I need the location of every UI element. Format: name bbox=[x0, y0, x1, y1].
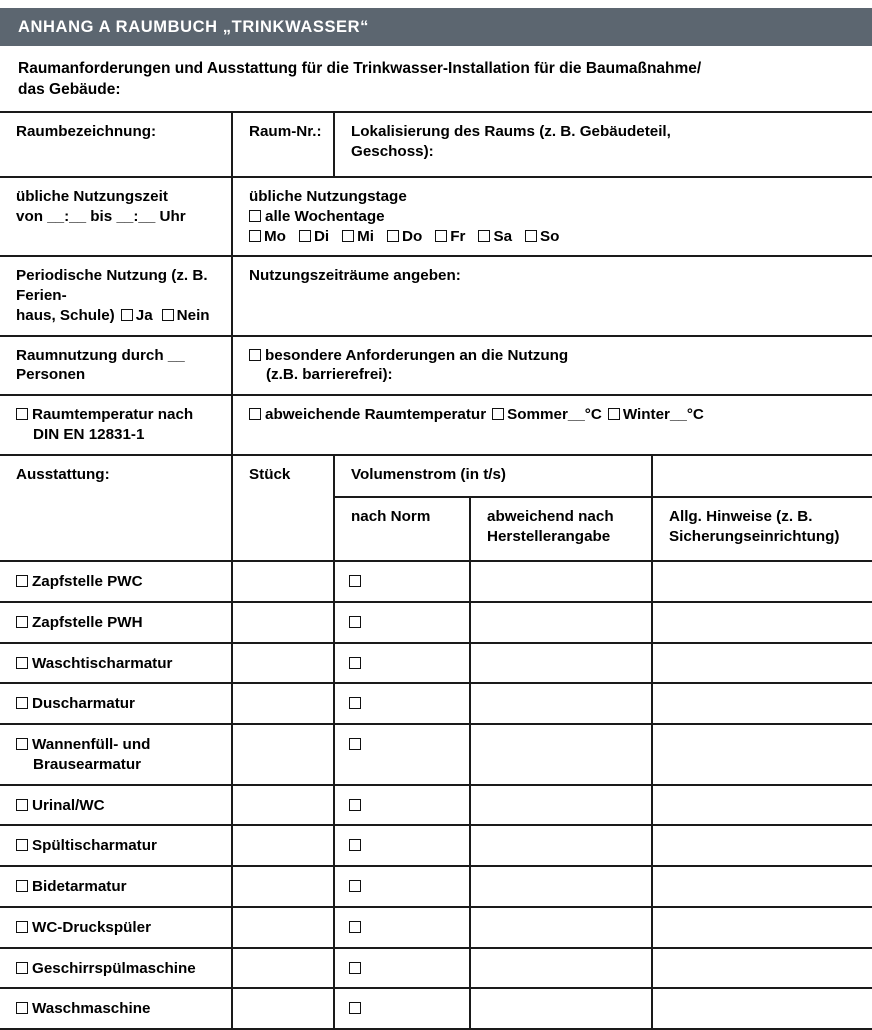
weekday-option-mo[interactable] bbox=[249, 227, 286, 247]
by-norm-cell[interactable] bbox=[334, 907, 470, 948]
periodic-yes-label: Ja bbox=[135, 306, 153, 324]
intro-line-1: Raumanforderungen und Ausstattung für die Trinkwasser-Installation für die Baumaßnahme/ bbox=[18, 60, 702, 77]
table-row-periodic-usage bbox=[0, 256, 872, 335]
pieces-input-cell[interactable] bbox=[232, 907, 334, 948]
checkbox-icon-by-norm[interactable] bbox=[349, 738, 361, 750]
special-req-line-1: besondere Anforderungen an die Nutzung bbox=[265, 346, 569, 364]
winter-option[interactable] bbox=[608, 405, 704, 425]
deviating-value-cell[interactable] bbox=[470, 561, 652, 602]
localisation-line-1: Lokalisierung des Raums (z. B. Gebäudeteil, bbox=[351, 123, 671, 141]
usage-time-line-2: von __:__ bis __:__ Uhr bbox=[16, 207, 186, 225]
checkbox-icon-by-norm[interactable] bbox=[349, 616, 361, 628]
weekday-label-sa: Sa bbox=[493, 227, 513, 245]
deviating-line-1: abweichend nach bbox=[487, 508, 614, 526]
cell-usage-time bbox=[0, 177, 232, 256]
checkbox-icon-room-temperature[interactable] bbox=[16, 408, 28, 420]
periodic-option-no[interactable] bbox=[162, 306, 210, 326]
by-norm-cell[interactable] bbox=[334, 602, 470, 643]
deviating-line-2: Herstellerangabe bbox=[487, 527, 611, 545]
periodic-option-yes[interactable] bbox=[121, 306, 153, 326]
notes-cell[interactable] bbox=[652, 724, 872, 785]
notes-line-2: Sicherungseinrichtung) bbox=[669, 527, 840, 545]
notes-cell[interactable] bbox=[652, 643, 872, 684]
table-row bbox=[0, 866, 872, 907]
checkbox-icon-by-norm[interactable] bbox=[349, 575, 361, 587]
checkbox-icon-equipment[interactable] bbox=[16, 799, 28, 811]
periodic-line-2 bbox=[16, 306, 221, 326]
checkbox-icon-mo[interactable] bbox=[249, 230, 261, 242]
equipment-name-cell[interactable] bbox=[0, 602, 232, 643]
table-row-occupancy bbox=[0, 336, 872, 396]
notes-cell[interactable] bbox=[652, 561, 872, 602]
checkbox-icon-equipment[interactable] bbox=[16, 738, 28, 750]
table-row bbox=[0, 988, 872, 1029]
document-title-bar bbox=[0, 8, 872, 46]
room-label-text: Raumbezeichnung: bbox=[16, 123, 157, 141]
checkbox-icon-do[interactable] bbox=[387, 230, 399, 242]
weekday-label-mi: Mi bbox=[357, 227, 374, 245]
checkbox-icon-sa[interactable] bbox=[478, 230, 490, 242]
room-temp-line-2: DIN EN 12831-1 bbox=[33, 425, 145, 443]
by-norm-cell[interactable] bbox=[334, 785, 470, 826]
cell-periodic-usage bbox=[0, 256, 232, 335]
equipment-name-cell[interactable] bbox=[0, 825, 232, 866]
checkbox-icon-by-norm[interactable] bbox=[349, 657, 361, 669]
cell-notes-group-header-empty bbox=[652, 455, 872, 497]
checkbox-icon-equipment[interactable] bbox=[16, 1002, 28, 1014]
weekday-checkbox-list bbox=[249, 227, 862, 247]
table-row-room-temperature bbox=[0, 395, 872, 455]
table-row-room-identification bbox=[0, 112, 872, 177]
room-number-label-text: Raum-Nr.: bbox=[249, 123, 322, 141]
by-norm-cell[interactable] bbox=[334, 561, 470, 602]
equipment-name-cell[interactable] bbox=[0, 561, 232, 602]
usage-days-all-row[interactable] bbox=[249, 207, 862, 227]
checkbox-icon-by-norm[interactable] bbox=[349, 799, 361, 811]
checkbox-icon-equipment[interactable] bbox=[16, 839, 28, 851]
by-norm-cell[interactable] bbox=[334, 724, 470, 785]
occupancy-label: Raumnutzung durch __ Personen bbox=[16, 346, 185, 384]
page-title: ANHANG A RAUMBUCH „TRINKWASSER“ bbox=[18, 17, 370, 36]
cell-localisation bbox=[334, 112, 872, 177]
notes-cell[interactable] bbox=[652, 785, 872, 826]
weekday-option-do[interactable] bbox=[387, 227, 422, 247]
cell-room-label bbox=[0, 112, 232, 177]
table-row bbox=[0, 561, 872, 602]
table-row-equipment-header-top bbox=[0, 455, 872, 497]
checkbox-icon-equipment[interactable] bbox=[16, 880, 28, 892]
cell-usage-periods bbox=[232, 256, 872, 335]
weekday-label-mo: Mo bbox=[264, 227, 286, 245]
equipment-column-label: Ausstattung: bbox=[16, 466, 110, 484]
table-row bbox=[0, 785, 872, 826]
checkbox-icon-all-weekdays[interactable] bbox=[249, 210, 261, 222]
table-row bbox=[0, 643, 872, 684]
table-row bbox=[0, 602, 872, 643]
pieces-input-cell[interactable] bbox=[232, 643, 334, 684]
deviating-temp-label: abweichende Raumtemperatur bbox=[265, 406, 487, 424]
equipment-label: Urinal/WC bbox=[32, 796, 105, 814]
pieces-input-cell[interactable] bbox=[232, 948, 334, 989]
usage-periods-label: Nutzungszeiträume angeben: bbox=[249, 267, 461, 285]
usage-time-line-1: übliche Nutzungszeit bbox=[16, 188, 168, 206]
notes-cell[interactable] bbox=[652, 988, 872, 1029]
cell-occupancy bbox=[0, 336, 232, 396]
cell-notes-header bbox=[652, 497, 872, 561]
equipment-label: WC-Druckspüler bbox=[32, 918, 151, 936]
notes-cell[interactable] bbox=[652, 866, 872, 907]
cell-deviating-temperature bbox=[232, 395, 872, 455]
by-norm-cell[interactable] bbox=[334, 683, 470, 724]
by-norm-label: nach Norm bbox=[351, 508, 431, 526]
deviating-value-cell[interactable] bbox=[470, 643, 652, 684]
deviating-value-cell[interactable] bbox=[470, 948, 652, 989]
notes-line-1: Allg. Hinweise (z. B. bbox=[669, 508, 813, 526]
equipment-name-cell[interactable] bbox=[0, 948, 232, 989]
cell-special-requirements bbox=[232, 336, 872, 396]
deviating-value-cell[interactable] bbox=[470, 866, 652, 907]
checkbox-icon-mi[interactable] bbox=[342, 230, 354, 242]
equipment-label: Waschmaschine bbox=[32, 1000, 151, 1018]
flow-group-label: Volumenstrom (in t/s) bbox=[351, 466, 506, 484]
checkbox-icon-by-norm[interactable] bbox=[349, 921, 361, 933]
weekday-option-di[interactable] bbox=[299, 227, 329, 247]
equipment-label: Geschirrspülmaschine bbox=[32, 959, 196, 977]
pieces-input-cell[interactable] bbox=[232, 724, 334, 785]
weekday-option-sa[interactable] bbox=[478, 227, 512, 247]
deviating-value-cell[interactable] bbox=[470, 724, 652, 785]
checkbox-icon-periodic-no[interactable] bbox=[162, 309, 174, 321]
equipment-label: Bidetarmatur bbox=[32, 878, 127, 896]
table-row-usage-time bbox=[0, 177, 872, 256]
periodic-no-label: Nein bbox=[176, 306, 210, 324]
pieces-input-cell[interactable] bbox=[232, 988, 334, 1029]
deviating-value-cell[interactable] bbox=[470, 907, 652, 948]
notes-cell[interactable] bbox=[652, 683, 872, 724]
cell-flow-group-header bbox=[334, 455, 652, 497]
cell-equipment-column-header bbox=[0, 455, 232, 561]
pieces-input-cell[interactable] bbox=[232, 785, 334, 826]
weekday-option-so[interactable] bbox=[525, 227, 559, 247]
by-norm-cell[interactable] bbox=[334, 866, 470, 907]
equipment-name-cell[interactable] bbox=[0, 988, 232, 1029]
equipment-name-cell[interactable] bbox=[0, 907, 232, 948]
intro-line-2: das Gebäude: bbox=[18, 80, 121, 98]
winter-label: Winter__°C bbox=[622, 406, 704, 424]
usage-days-all-label: alle Wochentage bbox=[265, 207, 385, 225]
checkbox-icon-equipment[interactable] bbox=[16, 962, 28, 974]
table-row bbox=[0, 948, 872, 989]
table-row bbox=[0, 683, 872, 724]
equipment-label: Wannenfüll- und bbox=[32, 736, 151, 754]
equipment-name-cell[interactable] bbox=[0, 724, 232, 785]
weekday-option-fr[interactable] bbox=[435, 227, 465, 247]
deviating-value-cell[interactable] bbox=[470, 785, 652, 826]
checkbox-icon-by-norm[interactable] bbox=[349, 1002, 361, 1014]
intro-paragraph bbox=[0, 46, 872, 111]
raumbuch-table bbox=[0, 111, 872, 1030]
summer-option[interactable] bbox=[492, 405, 602, 425]
equipment-name-cell[interactable] bbox=[0, 785, 232, 826]
checkbox-icon-special-requirements[interactable] bbox=[249, 349, 261, 361]
equipment-name-cell[interactable] bbox=[0, 683, 232, 724]
deviating-value-cell[interactable] bbox=[470, 602, 652, 643]
checkbox-icon-summer[interactable] bbox=[492, 408, 504, 420]
weekday-label-do: Do bbox=[402, 227, 423, 245]
equipment-name-cell[interactable] bbox=[0, 643, 232, 684]
pieces-input-cell[interactable] bbox=[232, 683, 334, 724]
pieces-input-cell[interactable] bbox=[232, 825, 334, 866]
special-requirements-row[interactable] bbox=[249, 347, 568, 364]
equipment-label: Spültischarmatur bbox=[32, 837, 157, 855]
checkbox-icon-equipment[interactable] bbox=[16, 616, 28, 628]
by-norm-cell[interactable] bbox=[334, 643, 470, 684]
notes-cell[interactable] bbox=[652, 907, 872, 948]
cell-deviating-header bbox=[470, 497, 652, 561]
checkbox-icon-so[interactable] bbox=[525, 230, 537, 242]
checkbox-icon-by-norm[interactable] bbox=[349, 962, 361, 974]
checkbox-icon-equipment[interactable] bbox=[16, 921, 28, 933]
cell-usage-days bbox=[232, 177, 872, 256]
checkbox-icon-by-norm[interactable] bbox=[349, 697, 361, 709]
weekday-label-so: So bbox=[540, 227, 560, 245]
checkbox-icon-periodic-yes[interactable] bbox=[121, 309, 133, 321]
cell-pieces-column-header bbox=[232, 455, 334, 561]
by-norm-cell[interactable] bbox=[334, 825, 470, 866]
checkbox-icon-deviating-temperature[interactable] bbox=[249, 408, 261, 420]
notes-cell[interactable] bbox=[652, 602, 872, 643]
weekday-label-di: Di bbox=[313, 227, 330, 245]
document-page bbox=[0, 8, 872, 1018]
summer-label: Sommer__°C bbox=[507, 406, 602, 424]
pieces-input-cell[interactable] bbox=[232, 561, 334, 602]
equipment-label: Zapfstelle PWH bbox=[32, 613, 143, 631]
checkbox-icon-equipment[interactable] bbox=[16, 657, 28, 669]
pieces-input-cell[interactable] bbox=[232, 866, 334, 907]
periodic-line-2-prefix: haus, Schule) bbox=[16, 306, 115, 324]
equipment-label: Waschtischarmatur bbox=[32, 654, 173, 672]
table-row bbox=[0, 907, 872, 948]
by-norm-cell[interactable] bbox=[334, 988, 470, 1029]
checkbox-icon-equipment[interactable] bbox=[16, 575, 28, 587]
notes-cell[interactable] bbox=[652, 825, 872, 866]
cell-room-temperature bbox=[0, 395, 232, 455]
weekday-option-mi[interactable] bbox=[342, 227, 374, 247]
notes-cell[interactable] bbox=[652, 948, 872, 989]
table-row bbox=[0, 724, 872, 785]
usage-days-title: übliche Nutzungstage bbox=[249, 188, 407, 206]
pieces-column-label: Stück bbox=[249, 466, 291, 484]
cell-room-number bbox=[232, 112, 334, 177]
deviating-value-cell[interactable] bbox=[470, 988, 652, 1029]
room-temperature-row[interactable] bbox=[16, 406, 193, 423]
room-temp-line-1: Raumtemperatur nach bbox=[32, 406, 194, 424]
cell-by-norm-header bbox=[334, 497, 470, 561]
periodic-line-1: Periodische Nutzung (z. B. Ferien- bbox=[16, 267, 208, 305]
table-row bbox=[0, 825, 872, 866]
checkbox-icon-di[interactable] bbox=[299, 230, 311, 242]
checkbox-icon-by-norm[interactable] bbox=[349, 839, 361, 851]
localisation-line-2: Geschoss): bbox=[351, 142, 434, 160]
equipment-label: Zapfstelle PWC bbox=[32, 573, 143, 591]
by-norm-cell[interactable] bbox=[334, 948, 470, 989]
deviating-value-cell[interactable] bbox=[470, 825, 652, 866]
equipment-label: Duscharmatur bbox=[32, 695, 135, 713]
equipment-name-cell[interactable] bbox=[0, 866, 232, 907]
special-req-line-2: (z.B. barrierefrei): bbox=[266, 366, 393, 384]
equipment-label-line-2: Brausearmatur bbox=[33, 755, 142, 773]
checkbox-icon-equipment[interactable] bbox=[16, 697, 28, 709]
checkbox-icon-fr[interactable] bbox=[435, 230, 447, 242]
deviating-temperature-row[interactable] bbox=[249, 405, 486, 425]
checkbox-icon-winter[interactable] bbox=[608, 408, 620, 420]
deviating-value-cell[interactable] bbox=[470, 683, 652, 724]
weekday-label-fr: Fr bbox=[450, 227, 466, 245]
pieces-input-cell[interactable] bbox=[232, 602, 334, 643]
checkbox-icon-by-norm[interactable] bbox=[349, 880, 361, 892]
